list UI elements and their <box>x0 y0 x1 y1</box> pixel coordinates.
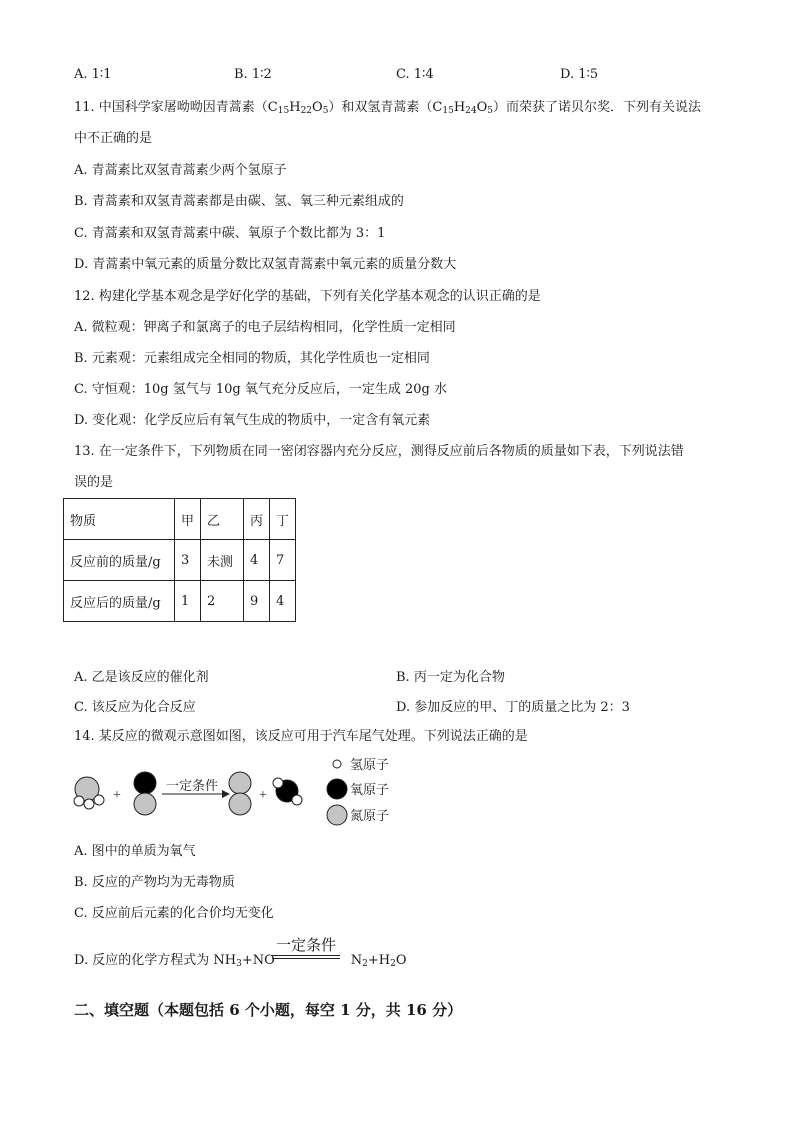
oxygen-atom <box>134 772 156 794</box>
legend-hydrogen-label: 氢原子 <box>350 757 390 772</box>
q12-option-b: B. 元素观：元素组成完全相同的物质，其化学性质也一定相同 <box>74 351 430 366</box>
table-cell: 3 <box>175 540 201 581</box>
plus-sign: + <box>113 788 121 803</box>
nitrogen-atom <box>229 793 251 815</box>
q14-option-c: C. 反应前后元素的化合价均无变化 <box>74 906 274 921</box>
hydrogen-atom <box>292 795 302 805</box>
table-header-cell: 丁 <box>270 499 296 540</box>
table-cell: 4 <box>270 581 296 622</box>
q11-stem-line1: 11. 中国科学家屠呦呦因青蒿素$(C_{15}H_{22}O_5)$和双氢青蒿素$(C_{15}H_{24}O_5)$而荣获了诺贝尔奖．下列有关说法 <box>74 100 702 116</box>
hydrogen-atom <box>74 796 84 806</box>
q13-option-a: A. 乙是该反应的催化剂 <box>74 670 209 685</box>
q10-option-d: D. 1∶5 <box>560 67 599 82</box>
q13-stem-line2: 误的是 <box>74 475 114 490</box>
section-heading: 二、填空题（本题包括 6 个小题，每空 1 分，共 16 分） <box>74 1001 463 1019</box>
q12-option-a: A. 微粒观：钾离子和氯离子的电子层结构相同，化学性质一定相同 <box>74 320 456 335</box>
q13-stem-line1: 13. 在一定条件下，下列物质在同一密闭容器内充分反应，测得反应前后各物质的质量如下表，下列说法错 <box>74 444 684 459</box>
table-header-cell: 甲 <box>175 499 201 540</box>
q12-option-d: D. 变化观：化学反应后有氧气生成的物质中，一定含有氧元素 <box>74 413 431 428</box>
table-header-cell: 物质 <box>64 499 175 540</box>
q14-option-a: A. 图中的单质为氧气 <box>74 844 196 859</box>
q11-option-a: A. 青蒿素比双氢青蒿素少两个氢原子 <box>74 163 287 178</box>
table-header-cell: 丙 <box>244 499 270 540</box>
q14-option-d: D. 反应的化学方程式为 $NH_3+NO$ $N_2+H_2O$ <box>74 953 407 969</box>
hydrogen-atom <box>84 799 94 809</box>
q11-option-b: B. 青蒿素和双氢青蒿素都是由碳、氢、氧三种元素组成的 <box>74 194 404 209</box>
table-cell: 反应前的质量/g <box>64 540 175 581</box>
nitrogen-atom <box>229 772 251 794</box>
q12-option-c: C. 守恒观：10g 氢气与 10g 氧气充分反应后，一定生成 20g 水 <box>74 382 448 397</box>
q11-option-c: C. 青蒿素和双氢青蒿素中碳、氧原子个数比都为 3：1 <box>74 226 386 241</box>
table-cell: 4 <box>244 540 270 581</box>
equation-bar <box>272 955 340 956</box>
q10-option-b: B. 1∶2 <box>234 67 272 82</box>
table-header-cell: 乙 <box>201 499 244 540</box>
q10-option-c: C. 1∶4 <box>396 67 434 82</box>
arrow-condition-label: 一定条件 <box>166 778 219 793</box>
table-cell: 反应后的质量/g <box>64 581 175 622</box>
legend-nitrogen-label: 氮原子 <box>350 808 390 823</box>
equation-condition: 一定条件 <box>276 936 337 954</box>
q14-stem: 14. 某反应的微观示意图如图，该反应可用于汽车尾气处理。下列说法正确的是 <box>74 729 528 744</box>
plus-sign: + <box>259 788 267 803</box>
legend-oxygen-label: 氧原子 <box>350 782 390 797</box>
q13-option-c: C. 该反应为化合反应 <box>74 700 196 715</box>
table-cell: 9 <box>244 581 270 622</box>
legend-nitrogen-swatch <box>327 805 347 825</box>
ammonia-molecule <box>74 777 104 809</box>
equation-bar <box>272 958 340 959</box>
q13-option-d: D. 参加反应的甲、丁的质量之比为 2：3 <box>396 700 630 715</box>
legend-hydrogen-swatch <box>333 760 341 768</box>
q10-option-a: A. 1∶1 <box>74 67 112 82</box>
q11-option-d: D. 青蒿素中氧元素的质量分数比双氢青蒿素中氧元素的质量分数大 <box>74 257 457 272</box>
hydrogen-atom <box>94 795 104 805</box>
nitrogen-atom <box>134 793 156 815</box>
q13-option-b: B. 丙一定为化合物 <box>396 670 505 685</box>
table-cell: 7 <box>270 540 296 581</box>
q11-stem-line2: 中不正确的是 <box>74 131 153 146</box>
table-cell: 未测 <box>201 540 244 581</box>
nitric-oxide-molecule <box>134 772 156 815</box>
water-molecule <box>273 778 302 805</box>
table-cell: 1 <box>175 581 201 622</box>
legend-oxygen-swatch <box>327 779 347 799</box>
table-cell: 2 <box>201 581 244 622</box>
q14-option-b: B. 反应的产物均为无毒物质 <box>74 875 235 890</box>
q12-stem: 12. 构建化学基本观念是学好化学的基础，下列有关化学基本观念的认识正确的是 <box>74 289 541 304</box>
nitrogen-molecule <box>229 772 251 815</box>
hydrogen-atom <box>273 778 283 788</box>
legend <box>327 760 347 825</box>
